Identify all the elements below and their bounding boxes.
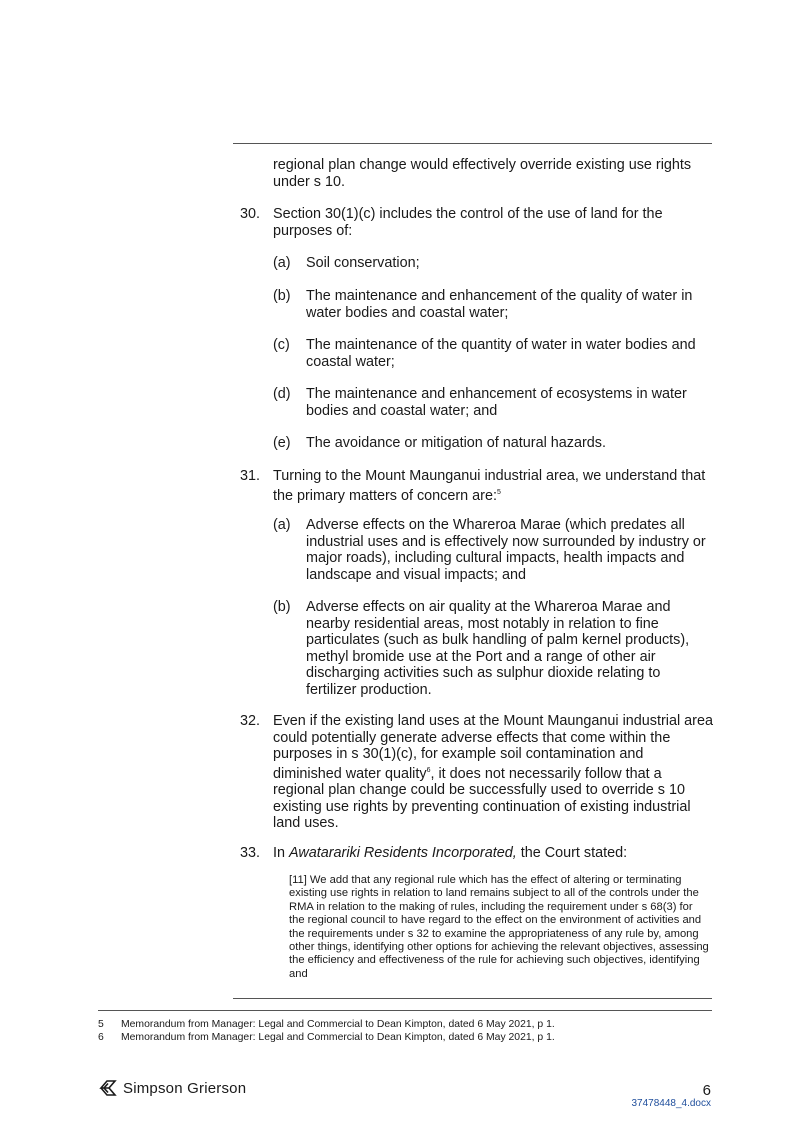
para-31-text <box>273 468 713 504</box>
para-30-item-a-label: (a) <box>273 255 291 271</box>
para-31-item-b-text: Adverse effects on air quality at the Whareroa Marae and nearby residential areas, most notably in relation to fine particulates (such as bulk handling of palm kernel products), methyl bromide use at the Port and a range of other air discharging activities such as sulphur dioxide relating to fertilizer production. <box>306 599 690 698</box>
para-30-number: 30. <box>240 206 261 222</box>
firm-logo <box>98 1078 246 1098</box>
content-end-rule <box>233 998 712 999</box>
continuation-text: regional plan change would effectively override existing use rights under s 10. <box>273 157 692 190</box>
firm-name: Simpson Grierson <box>123 1079 247 1097</box>
para-32-body-b: , it does not necessarily follow that a regional plan change could be successfully used to override s 10 existing use rights by preventing continuation of existing industrial land uses. <box>273 765 691 832</box>
para-31-body: Turning to the Mount Maunganui industrial area, we understand that the primary matters of concern are: <box>273 468 706 504</box>
para-30-item-e-text: The avoidance or mitigation of natural hazards. <box>306 435 606 451</box>
para-30-item-d-label: (d) <box>273 386 291 402</box>
footnote-5-number: 5 <box>98 1019 104 1030</box>
para-31-item-a-text: Adverse effects on the Whareroa Marae (which predates all industrial uses and is effectively now surrounded by industry or major roads), including cultural impacts, health impacts and landscape and visual impacts; and <box>306 517 706 583</box>
block-quote: [11] We add that any regional rule which has the effect of altering or terminating existing use rights in relation to land remains subject to all of the controls under the RMA in relation to the making of rules, including the requirement under s 68(3) for the regional council to have regard to the effect on the environment of activities and the requirements under s 32 to examine the appropriateness of any rule by, among other things, identifying other options for achieving the relevant objectives, assessing the efficiency and effectiveness of the rule for achieving such objectives, identifying and <box>289 874 709 980</box>
para-30-text: Section 30(1)(c) includes the control of the use of land for the purposes of: <box>273 206 663 239</box>
para-32-body-a: Even if the existing land uses at the Mount Maunganui industrial area could potentially generate adverse effects that come within the purposes in s 30(1)(c), for example soil contamination and diminished water quality <box>273 713 713 782</box>
para-32-text <box>273 713 713 832</box>
document-reference: 37478448_4.docx <box>631 1098 711 1109</box>
para-30-item-c-label: (c) <box>273 337 290 353</box>
page-number: 6 <box>702 1082 711 1099</box>
para-33-text <box>273 845 713 862</box>
para-33-number: 33. <box>240 845 261 861</box>
para-30-item-e-label: (e) <box>273 435 291 451</box>
footnote-ref-6[interactable]: 6 <box>426 766 431 774</box>
para-33-body-b: the Court stated: <box>516 845 628 861</box>
footnote-6-number: 6 <box>98 1032 104 1043</box>
case-name: Awatarariki Residents Incorporated, <box>289 845 517 861</box>
para-31-item-a-label: (a) <box>273 517 291 533</box>
footnote-6-text: Memorandum from Manager: Legal and Commercial to Dean Kimpton, dated 6 May 2021, p 1. <box>121 1032 555 1043</box>
para-30-item-b-text: The maintenance and enhancement of the quality of water in water bodies and coastal water; <box>306 288 693 321</box>
footnote-ref-5[interactable]: 5 <box>496 488 501 496</box>
para-31-number: 31. <box>240 468 261 484</box>
para-33-body-a: In <box>273 845 289 861</box>
header-rule <box>233 143 712 144</box>
para-32-number: 32. <box>240 713 261 729</box>
para-30-item-b-label: (b) <box>273 288 291 304</box>
para-30-item-d-text: The maintenance and enhancement of ecosystems in water bodies and coastal water; and <box>306 386 687 419</box>
footnote-separator <box>98 1010 712 1011</box>
para-30-item-a-text: Soil conservation; <box>306 255 420 271</box>
para-30-item-c-text: The maintenance of the quantity of water in water bodies and coastal water; <box>306 337 696 370</box>
para-31-item-b-label: (b) <box>273 599 291 615</box>
footnote-5-text: Memorandum from Manager: Legal and Commercial to Dean Kimpton, dated 6 May 2021, p 1. <box>121 1019 555 1030</box>
logo-mark-icon <box>98 1078 118 1098</box>
